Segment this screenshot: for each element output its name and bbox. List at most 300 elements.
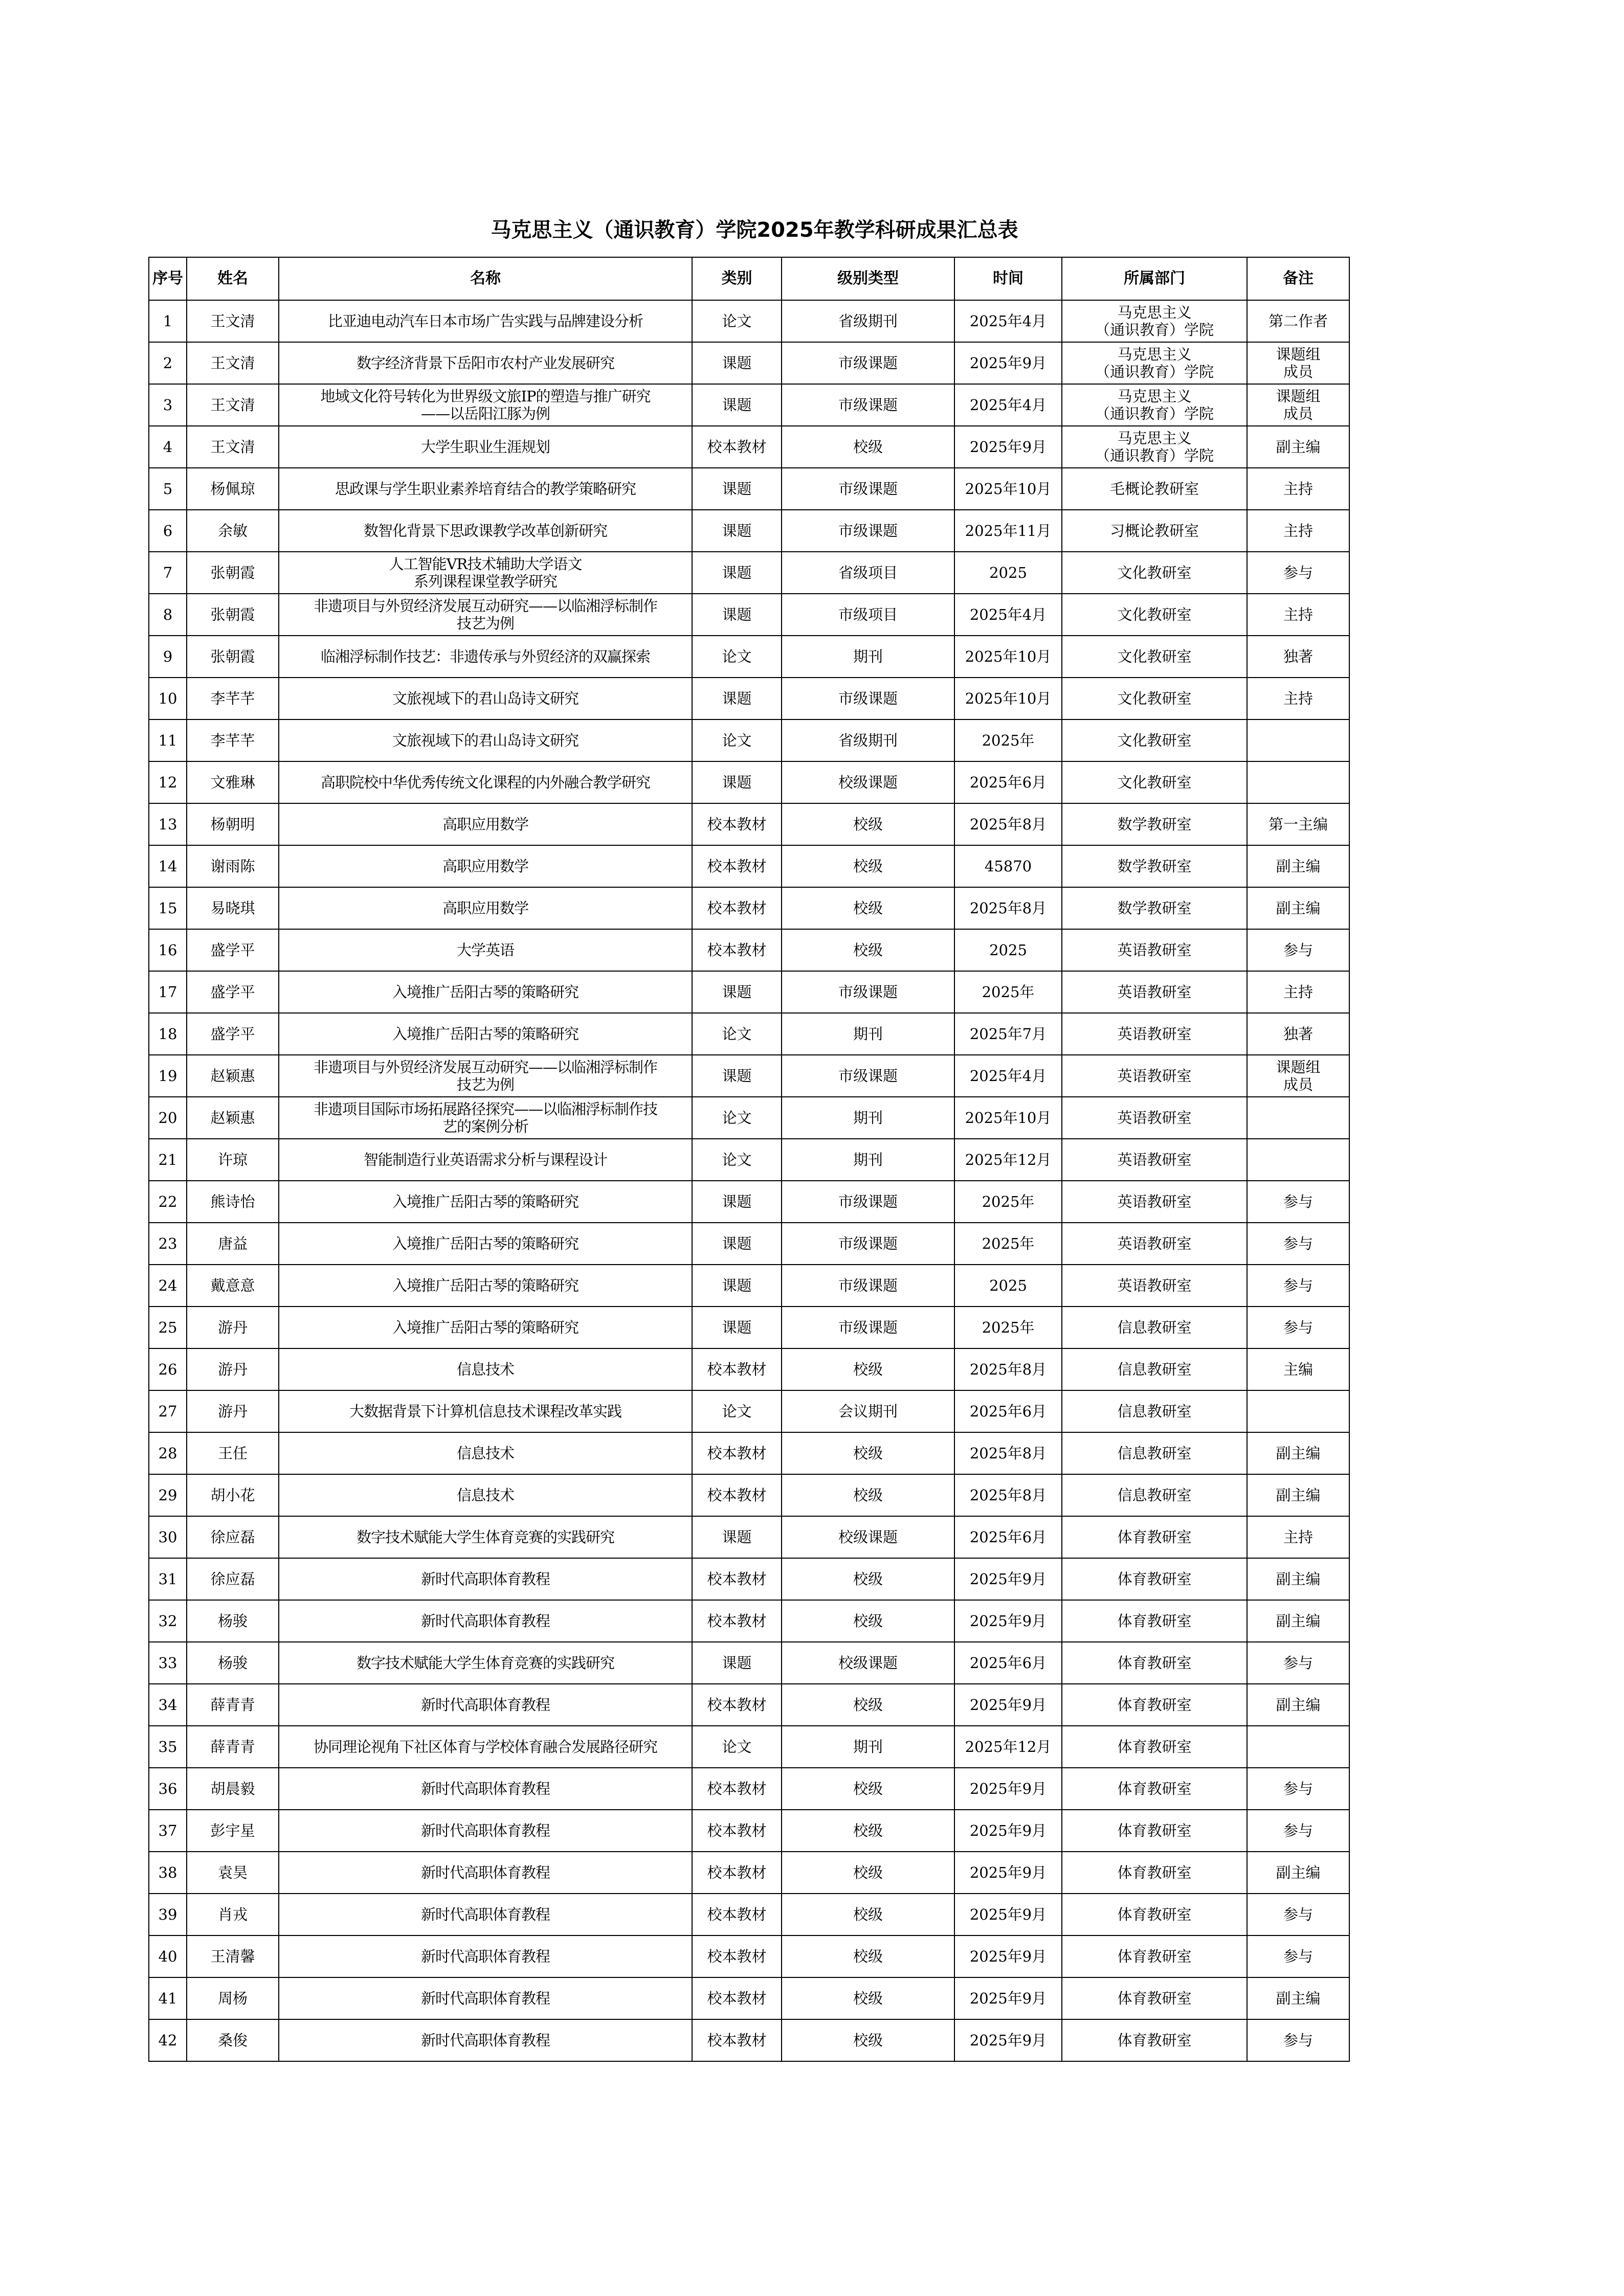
remarks-cell — [1247, 1265, 1349, 1307]
title-cell — [279, 1265, 692, 1307]
index-cell — [149, 719, 187, 761]
title-cell-text: 信息技术 — [456, 1445, 514, 1462]
table-row — [149, 1432, 1349, 1474]
level-cell — [782, 1348, 954, 1390]
remarks-cell — [1247, 1013, 1349, 1055]
category-cell-text: 校本教材 — [707, 1990, 767, 2007]
category-cell — [692, 1726, 782, 1768]
date-cell-text: 2025年10月 — [965, 648, 1052, 665]
index-cell — [149, 1810, 187, 1852]
level-cell — [782, 1726, 954, 1768]
date-cell — [954, 342, 1062, 384]
remarks-cell — [1247, 1474, 1349, 1516]
department-cell-text: 文化教研室 — [1117, 732, 1192, 749]
date-cell — [954, 1726, 1062, 1768]
category-cell — [692, 300, 782, 342]
index-cell-text: 42 — [158, 2032, 177, 2049]
date-cell — [954, 468, 1062, 510]
remarks-cell — [1247, 1558, 1349, 1600]
department-cell-text: 英语教研室 — [1117, 1025, 1192, 1043]
name-cell — [187, 1726, 279, 1768]
header-cell-level: 级别类型 — [782, 257, 954, 300]
level-cell — [782, 971, 954, 1013]
department-cell-text: 习概论教研室 — [1109, 522, 1199, 539]
level-cell — [782, 1055, 954, 1097]
remarks-cell-text: 副主编 — [1276, 1570, 1321, 1588]
department-cell-text: 体育教研室 — [1117, 1738, 1192, 1755]
title-cell — [279, 1390, 692, 1432]
index-cell-text: 20 — [158, 1109, 177, 1127]
level-cell-text: 市级课题 — [838, 983, 898, 1001]
remarks-cell — [1247, 1726, 1349, 1768]
index-cell — [149, 1139, 187, 1181]
table-row — [149, 510, 1349, 552]
date-cell — [954, 887, 1062, 929]
title-cell — [279, 384, 692, 426]
department-cell-text: 体育教研室 — [1117, 2032, 1192, 2049]
remarks-cell-text: 参与 — [1283, 941, 1313, 959]
department-cell — [1062, 678, 1247, 719]
table-row — [149, 1810, 1349, 1852]
header-cell-name: 姓名 — [187, 257, 279, 300]
name-cell — [187, 636, 279, 678]
category-cell-text: 课题 — [722, 774, 752, 791]
title-cell — [279, 1307, 692, 1348]
department-cell — [1062, 719, 1247, 761]
index-cell-text: 12 — [158, 774, 177, 791]
department-cell — [1062, 1348, 1247, 1390]
department-cell — [1062, 510, 1247, 552]
table-row — [149, 1852, 1349, 1894]
title-cell — [279, 1894, 692, 1935]
date-cell — [954, 1097, 1062, 1139]
category-cell-text: 论文 — [722, 1738, 752, 1755]
remarks-cell — [1247, 342, 1349, 384]
category-cell-text: 课题 — [722, 1235, 752, 1252]
title-cell — [279, 342, 692, 384]
index-cell-text: 29 — [158, 1487, 177, 1504]
name-cell-text: 王文清 — [210, 396, 255, 414]
name-cell — [187, 1642, 279, 1684]
date-cell-text: 2025年9月 — [969, 1570, 1047, 1588]
name-cell — [187, 1516, 279, 1558]
table-row — [149, 1139, 1349, 1181]
date-cell — [954, 1977, 1062, 2019]
index-cell — [149, 803, 187, 845]
name-cell — [187, 1307, 279, 1348]
name-cell — [187, 1894, 279, 1935]
remarks-cell — [1247, 300, 1349, 342]
remarks-cell-text: 独著 — [1283, 648, 1313, 665]
category-cell — [692, 552, 782, 594]
table-row — [149, 1055, 1349, 1097]
title-cell-text: 高职应用数学 — [442, 858, 528, 875]
category-cell — [692, 1642, 782, 1684]
remarks-cell — [1247, 971, 1349, 1013]
table-row — [149, 552, 1349, 594]
level-cell — [782, 426, 954, 468]
remarks-cell — [1247, 929, 1349, 971]
level-cell-text: 期刊 — [853, 1738, 883, 1755]
level-cell — [782, 1894, 954, 1935]
department-cell-text: 体育教研室 — [1117, 1780, 1192, 1797]
category-cell — [692, 1265, 782, 1307]
name-cell-text: 张朝霞 — [210, 606, 255, 623]
title-cell — [279, 1977, 692, 2019]
index-cell — [149, 300, 187, 342]
index-cell-text: 2 — [163, 354, 173, 372]
index-cell-text: 6 — [163, 522, 173, 539]
department-cell — [1062, 594, 1247, 636]
name-cell-text: 盛学平 — [210, 1025, 255, 1043]
index-cell-text: 40 — [158, 1948, 177, 1965]
category-cell — [692, 1097, 782, 1139]
title-cell-text: 思政课与学生职业素养培育结合的教学策略研究 — [335, 480, 636, 498]
name-cell-text: 盛学平 — [210, 983, 255, 1001]
level-cell — [782, 719, 954, 761]
date-cell — [954, 1223, 1062, 1265]
index-cell — [149, 1600, 187, 1642]
name-cell-text: 易晓琪 — [210, 899, 255, 917]
date-cell — [954, 1265, 1062, 1307]
level-cell-text: 校级 — [853, 816, 883, 833]
date-cell — [954, 971, 1062, 1013]
remarks-cell-text: 副主编 — [1276, 858, 1321, 875]
title-cell — [279, 845, 692, 887]
department-cell — [1062, 342, 1247, 384]
name-cell-text: 杨骏 — [217, 1612, 248, 1630]
table-row — [149, 1558, 1349, 1600]
title-cell-text: 高职院校中华优秀传统文化课程的内外融合教学研究 — [320, 774, 650, 791]
date-cell-text: 2025年4月 — [969, 312, 1047, 330]
index-cell-text: 13 — [158, 816, 177, 833]
index-cell-text: 41 — [158, 1990, 177, 2007]
level-cell-text: 市级课题 — [838, 690, 898, 707]
name-cell-text: 肖戎 — [217, 1906, 248, 1923]
index-cell-text: 7 — [163, 564, 173, 581]
department-cell-text: 毛概论教研室 — [1109, 480, 1199, 498]
name-cell — [187, 1684, 279, 1726]
remarks-cell-text: 参与 — [1283, 564, 1313, 581]
results-table — [148, 257, 1350, 2062]
index-cell — [149, 1181, 187, 1223]
table-row — [149, 636, 1349, 678]
name-cell — [187, 1600, 279, 1642]
title-cell — [279, 636, 692, 678]
name-cell-text: 文雅琳 — [210, 774, 255, 791]
category-cell-text: 校本教材 — [707, 438, 767, 456]
department-cell — [1062, 887, 1247, 929]
category-cell — [692, 1977, 782, 2019]
remarks-cell — [1247, 1181, 1349, 1223]
title-cell — [279, 1642, 692, 1684]
title-cell — [279, 887, 692, 929]
date-cell — [954, 1013, 1062, 1055]
date-cell-text: 2025年4月 — [969, 396, 1047, 414]
department-cell-text: 英语教研室 — [1117, 1109, 1192, 1127]
level-cell — [782, 887, 954, 929]
level-cell — [782, 1642, 954, 1684]
table-row — [149, 845, 1349, 887]
level-cell — [782, 1223, 954, 1265]
date-cell — [954, 384, 1062, 426]
department-cell — [1062, 1013, 1247, 1055]
date-cell-text: 2025年 — [982, 1319, 1035, 1336]
title-cell-text: 大学英语 — [456, 941, 514, 959]
table-row — [149, 1307, 1349, 1348]
category-cell-text: 论文 — [722, 1025, 752, 1043]
level-cell — [782, 1013, 954, 1055]
name-cell — [187, 1474, 279, 1516]
remarks-cell-text: 主持 — [1283, 983, 1313, 1001]
index-cell-text: 14 — [158, 858, 177, 875]
remarks-cell — [1247, 719, 1349, 761]
level-cell-text: 市级课题 — [838, 1067, 898, 1085]
remarks-cell-text: 主编 — [1283, 1361, 1313, 1378]
category-cell-text: 校本教材 — [707, 1570, 767, 1588]
remarks-cell-text: 主持 — [1283, 480, 1313, 498]
name-cell — [187, 1097, 279, 1139]
title-cell — [279, 803, 692, 845]
title-cell-text: 新时代高职体育教程 — [420, 1822, 550, 1839]
level-cell — [782, 929, 954, 971]
date-cell — [954, 719, 1062, 761]
category-cell — [692, 1432, 782, 1474]
title-cell-text: 智能制造行业英语需求分析与课程设计 — [363, 1151, 607, 1168]
category-cell — [692, 1348, 782, 1390]
category-cell — [692, 719, 782, 761]
name-cell — [187, 300, 279, 342]
table-row — [149, 1642, 1349, 1684]
index-cell-text: 18 — [158, 1025, 177, 1043]
category-cell — [692, 510, 782, 552]
date-cell — [954, 1642, 1062, 1684]
title-cell-text: 数字技术赋能大学生体育竞赛的实践研究 — [356, 1528, 614, 1546]
level-cell-text: 市级课题 — [838, 1277, 898, 1294]
index-cell — [149, 1474, 187, 1516]
date-cell-text: 2025年8月 — [969, 1487, 1047, 1504]
level-cell — [782, 1181, 954, 1223]
department-cell — [1062, 1852, 1247, 1894]
level-cell-text: 校级 — [853, 1864, 883, 1881]
category-cell-text: 课题 — [722, 564, 752, 581]
category-cell — [692, 1894, 782, 1935]
title-cell-text: 数智化背景下思政课教学改革创新研究 — [363, 522, 607, 539]
department-cell-text: 信息教研室 — [1117, 1403, 1192, 1420]
title-cell-text: 新时代高职体育教程 — [420, 1906, 550, 1923]
department-cell-text: 体育教研室 — [1117, 1612, 1192, 1630]
name-cell — [187, 426, 279, 468]
remarks-cell-text: 参与 — [1283, 1822, 1313, 1839]
department-cell-text: 英语教研室 — [1117, 983, 1192, 1001]
date-cell — [954, 510, 1062, 552]
index-cell — [149, 1977, 187, 2019]
title-cell-text: 高职应用数学 — [442, 899, 528, 917]
date-cell — [954, 1390, 1062, 1432]
remarks-cell — [1247, 1307, 1349, 1348]
index-cell — [149, 1265, 187, 1307]
category-cell-text: 课题 — [722, 1067, 752, 1085]
name-cell — [187, 887, 279, 929]
level-cell-text: 会议期刊 — [838, 1403, 898, 1420]
level-cell — [782, 1139, 954, 1181]
date-cell-text: 2025年9月 — [969, 1864, 1047, 1881]
department-cell — [1062, 300, 1247, 342]
category-cell-text: 校本教材 — [707, 1864, 767, 1881]
department-cell — [1062, 1600, 1247, 1642]
index-cell — [149, 552, 187, 594]
date-cell — [954, 1516, 1062, 1558]
level-cell-text: 校级 — [853, 1445, 883, 1462]
table-row — [149, 761, 1349, 803]
name-cell — [187, 1810, 279, 1852]
name-cell — [187, 1265, 279, 1307]
index-cell — [149, 1558, 187, 1600]
department-cell — [1062, 1977, 1247, 2019]
table-row — [149, 594, 1349, 636]
name-cell — [187, 719, 279, 761]
table-row — [149, 1013, 1349, 1055]
name-cell-text: 薛青青 — [210, 1738, 255, 1755]
category-cell — [692, 1600, 782, 1642]
remarks-cell-text: 主持 — [1283, 690, 1313, 707]
remarks-cell — [1247, 1894, 1349, 1935]
name-cell — [187, 1768, 279, 1810]
remarks-cell — [1247, 2019, 1349, 2061]
remarks-cell-text: 副主编 — [1276, 899, 1321, 917]
date-cell — [954, 426, 1062, 468]
category-cell — [692, 1768, 782, 1810]
department-cell — [1062, 1558, 1247, 1600]
remarks-cell-text: 副主编 — [1276, 1487, 1321, 1504]
level-cell — [782, 1852, 954, 1894]
title-cell-text: 高职应用数学 — [442, 816, 528, 833]
department-cell — [1062, 803, 1247, 845]
level-cell — [782, 510, 954, 552]
date-cell-text: 2025 — [989, 564, 1027, 581]
level-cell-text: 校级课题 — [838, 1654, 898, 1672]
name-cell — [187, 1348, 279, 1390]
header-cell-department: 所属部门 — [1062, 257, 1247, 300]
category-cell-text: 课题 — [722, 480, 752, 498]
name-cell-text: 薛青青 — [210, 1696, 255, 1714]
level-cell — [782, 1390, 954, 1432]
index-cell — [149, 1055, 187, 1097]
date-cell-text: 2025年 — [982, 1193, 1035, 1210]
table-body — [149, 300, 1349, 2061]
department-cell — [1062, 1810, 1247, 1852]
index-cell-text: 10 — [158, 690, 177, 707]
title-cell — [279, 510, 692, 552]
title-cell-text: 信息技术 — [456, 1487, 514, 1504]
title-cell-text: 数字经济背景下岳阳市农村产业发展研究 — [356, 354, 614, 372]
name-cell — [187, 1558, 279, 1600]
category-cell — [692, 1055, 782, 1097]
table-row — [149, 1265, 1349, 1307]
category-cell — [692, 1390, 782, 1432]
department-cell-text: 英语教研室 — [1117, 1067, 1192, 1085]
remarks-cell — [1247, 510, 1349, 552]
date-cell-text: 2025年6月 — [969, 1528, 1047, 1546]
title-cell — [279, 1768, 692, 1810]
title-cell — [279, 2019, 692, 2061]
remarks-cell-text: 第一主编 — [1268, 816, 1328, 833]
category-cell-text: 论文 — [722, 1403, 752, 1420]
table-row — [149, 1894, 1349, 1935]
date-cell-text: 2025年9月 — [969, 438, 1047, 456]
department-cell — [1062, 1390, 1247, 1432]
title-cell-text: 数字技术赋能大学生体育竞赛的实践研究 — [356, 1654, 614, 1672]
level-cell — [782, 761, 954, 803]
date-cell-text: 2025年9月 — [969, 354, 1047, 372]
table-row — [149, 887, 1349, 929]
level-cell-text: 校级 — [853, 941, 883, 959]
category-cell-text: 论文 — [722, 648, 752, 665]
level-cell — [782, 384, 954, 426]
index-cell-text: 3 — [163, 396, 173, 414]
remarks-cell — [1247, 1810, 1349, 1852]
category-cell — [692, 1810, 782, 1852]
remarks-cell-text: 主持 — [1283, 1528, 1313, 1546]
index-cell-text: 21 — [158, 1151, 177, 1168]
department-cell — [1062, 1307, 1247, 1348]
name-cell-text: 张朝霞 — [210, 564, 255, 581]
name-cell — [187, 971, 279, 1013]
remarks-cell — [1247, 887, 1349, 929]
title-cell — [279, 1558, 692, 1600]
name-cell-text: 周杨 — [217, 1990, 248, 2007]
name-cell-text: 王文清 — [210, 354, 255, 372]
remarks-cell — [1247, 1055, 1349, 1097]
title-cell-text: 非遗项目国际市场拓展路径探究——以临湘浮标制作技 艺的案例分析 — [313, 1100, 657, 1135]
index-cell-text: 33 — [158, 1654, 177, 1672]
title-cell-text: 新时代高职体育教程 — [420, 1780, 550, 1797]
date-cell — [954, 1139, 1062, 1181]
category-cell — [692, 1852, 782, 1894]
department-cell — [1062, 1935, 1247, 1977]
level-cell — [782, 1768, 954, 1810]
name-cell-text: 李芊芊 — [210, 732, 255, 749]
level-cell-text: 校级 — [853, 1487, 883, 1504]
date-cell-text: 2025年6月 — [969, 1654, 1047, 1672]
category-cell-text: 校本教材 — [707, 941, 767, 959]
level-cell-text: 市级课题 — [838, 522, 898, 539]
category-cell-text: 课题 — [722, 522, 752, 539]
department-cell — [1062, 845, 1247, 887]
title-cell-text: 比亚迪电动汽车日本市场广告实践与品牌建设分析 — [327, 312, 643, 330]
department-cell-text: 体育教研室 — [1117, 1948, 1192, 1965]
remarks-cell-text: 主持 — [1283, 606, 1313, 623]
category-cell — [692, 971, 782, 1013]
department-cell-text: 马克思主义 （通识教育）学院 — [1095, 304, 1214, 339]
level-cell — [782, 1265, 954, 1307]
date-cell-text: 2025年9月 — [969, 1906, 1047, 1923]
category-cell — [692, 1516, 782, 1558]
level-cell-text: 校级课题 — [838, 1528, 898, 1546]
category-cell-text: 课题 — [722, 1654, 752, 1672]
remarks-cell-text: 参与 — [1283, 1906, 1313, 1923]
page-title: 马克思主义（通识教育）学院2025年教学科研成果汇总表 — [491, 218, 1018, 242]
index-cell — [149, 2019, 187, 2061]
date-cell — [954, 1307, 1062, 1348]
level-cell — [782, 300, 954, 342]
name-cell — [187, 1055, 279, 1097]
table-row — [149, 929, 1349, 971]
remarks-cell — [1247, 1516, 1349, 1558]
level-cell — [782, 678, 954, 719]
remarks-cell — [1247, 1390, 1349, 1432]
name-cell-text: 张朝霞 — [210, 648, 255, 665]
